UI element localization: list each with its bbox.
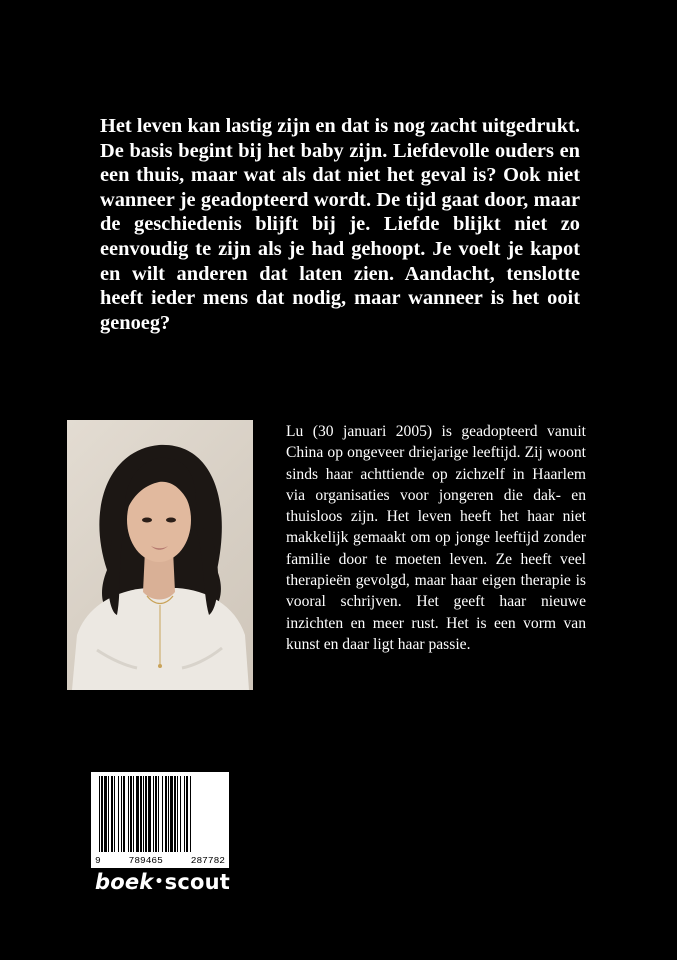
barcode-bar xyxy=(170,776,173,852)
barcode-bar xyxy=(186,776,188,852)
barcode-bar xyxy=(190,776,191,852)
barcode-bar xyxy=(111,776,113,852)
barcode-bar xyxy=(177,776,178,852)
barcode-bar xyxy=(133,776,134,852)
publisher-logo-part1: boek xyxy=(95,870,154,894)
barcode-digits xyxy=(91,855,229,866)
barcode-first-digit: 9 xyxy=(95,855,101,866)
barcode-bar xyxy=(180,776,181,852)
barcode-bar xyxy=(108,776,109,852)
publisher-logo-part2: scout xyxy=(164,870,230,894)
barcode-bar xyxy=(148,776,151,852)
barcode-bar xyxy=(136,776,139,852)
barcode-bar xyxy=(114,776,115,852)
barcode-bar xyxy=(118,776,119,852)
barcode-right-digits: 287782 xyxy=(190,855,225,866)
barcode-bar xyxy=(174,776,176,852)
barcode-bar xyxy=(130,776,132,852)
barcode-bar xyxy=(140,776,142,852)
barcode-bar xyxy=(155,776,157,852)
barcode-bar xyxy=(128,776,129,852)
barcode-bar xyxy=(153,776,154,852)
barcode-left-digits: 789465 xyxy=(128,855,163,866)
barcode-bar xyxy=(168,776,169,852)
barcode-bar xyxy=(162,776,163,852)
barcode-bar xyxy=(143,776,144,852)
barcode-bar xyxy=(99,776,100,852)
back-cover-blurb: Het leven kan lastig zijn en dat is nog zacht uitgedrukt. De basis begint bij het baby zijn. Liefdevolle ouders en een thuis, maar wat als dat niet het geval is? Ook niet wanneer je geadopteerd wordt. De tijd gaat door, maar de geschiedenis blijft bij je. Liefde blijkt niet zo eenvoudig te zijn als je had gehoopt. Je voelt je kapot en wilt anderen dat laten zien. Aandacht, tenslotte heeft ieder mens dat nodig, maar wanneer is het ooit genoeg? xyxy=(100,115,580,334)
isbn-barcode xyxy=(91,772,229,868)
barcode-bar xyxy=(123,776,125,852)
barcode-bar xyxy=(101,776,103,852)
author-bio: Lu (30 januari 2005) is geadopteerd vanuit China op ongeveer driejarige leeftijd. Zij woont sinds haar achttiende op zichzelf in Haarlem via organisaties voor jongeren die dak- en thuisloos zijn. Het leven heeft het haar niet makkelijk gemaakt om op jonge leeftijd zonder familie door te moeten leven. Ze heeft veel therapieën gevolgd, maar haar eigen therapie is vooral schrijven. Het geeft haar nieuwe inzichten en meer rust. Het is een vorm van kunst en daar ligt haar passie. xyxy=(286,423,586,653)
barcode-bars xyxy=(91,772,229,854)
barcode-bar xyxy=(104,776,107,852)
barcode-bar xyxy=(145,776,147,852)
author-portrait-illustration xyxy=(67,420,253,690)
author-photo xyxy=(67,420,253,690)
publisher-logo-separator: • xyxy=(154,874,164,890)
barcode-bar xyxy=(165,776,167,852)
barcode-bar xyxy=(184,776,185,852)
barcode-bar xyxy=(121,776,122,852)
barcode-bar xyxy=(158,776,159,852)
publisher-logo xyxy=(95,870,230,894)
